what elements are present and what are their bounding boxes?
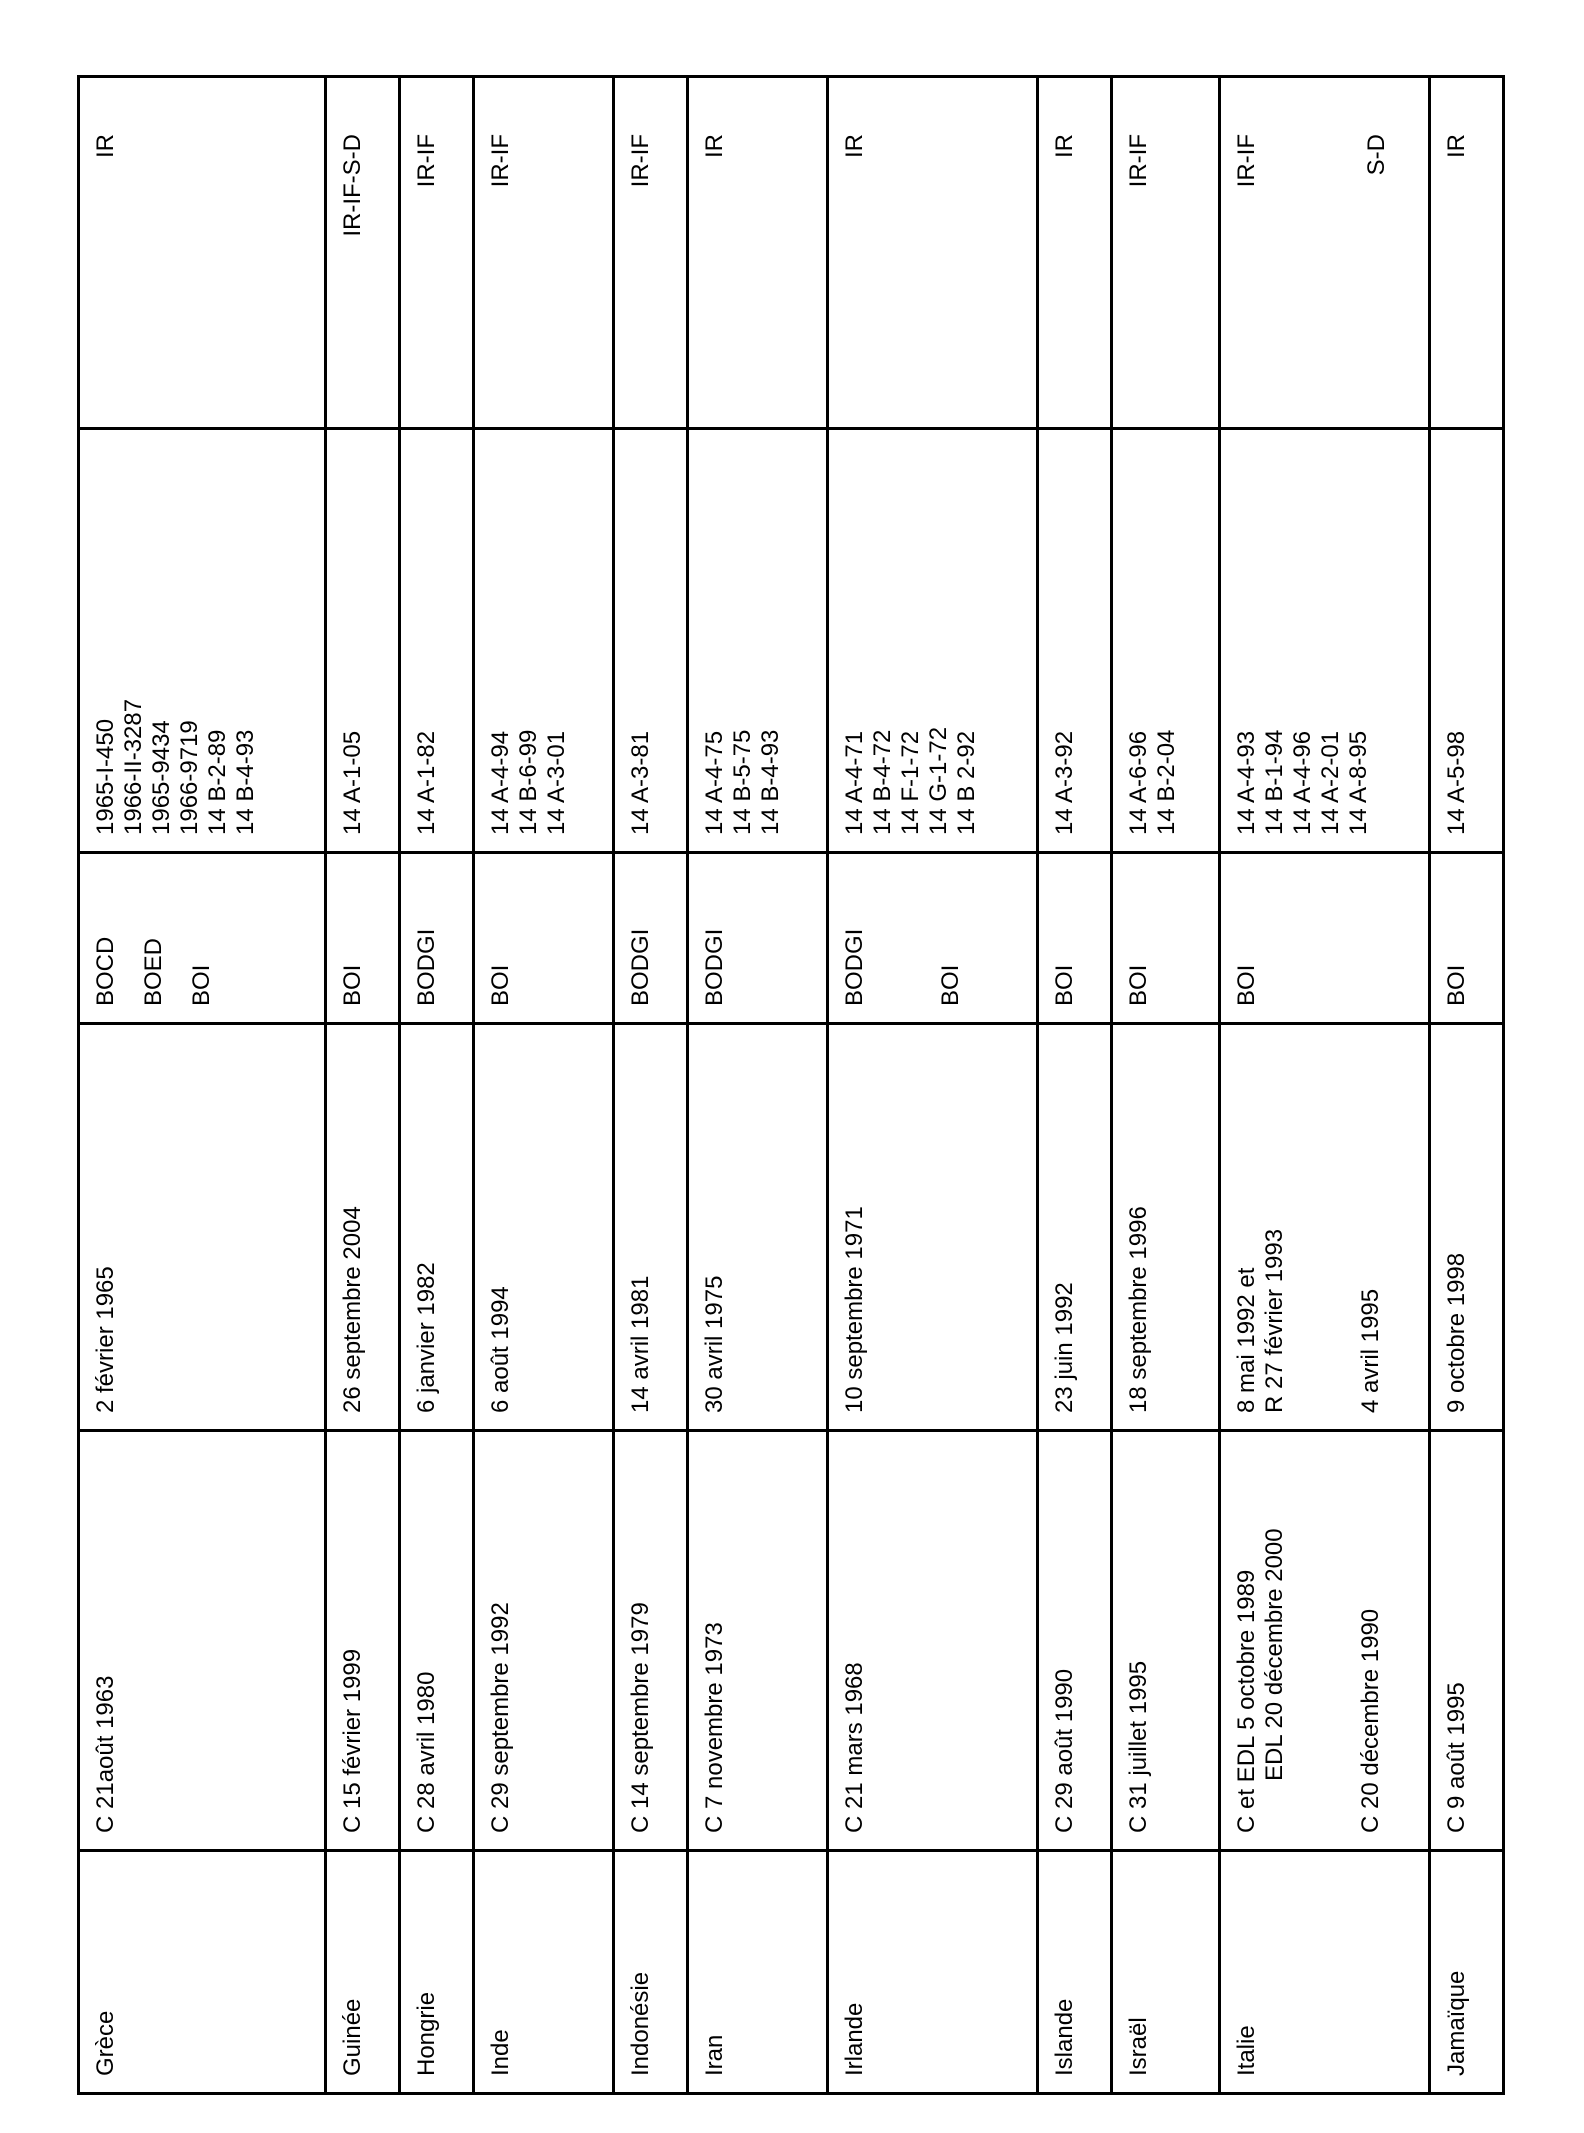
table-row <box>1220 77 1430 2094</box>
reference-cell: 14 A-4-75 14 B-5-75 14 B-4-93 <box>688 429 828 853</box>
reference-cell: 14 A-4-71 14 B-4-72 14 F-1-72 14 G-1-72 14 B 2-92 <box>828 429 1038 853</box>
country-cell: Inde <box>474 1851 614 2094</box>
convention-cell: C 29 août 1990 <box>1038 1431 1112 1851</box>
convention-cell: C et EDL 5 octobre 1989 EDL 20 décembre 2000 C 20 décembre 1990 <box>1220 1431 1430 1851</box>
regime-cell: IR-IF <box>400 77 474 429</box>
date-cell: 30 avril 1975 <box>688 1024 828 1431</box>
date-cell: 14 avril 1981 <box>614 1024 688 1431</box>
reference-cell: 1965-I-450 1966-II-3287 1965-9434 1966-9719 14 B-2-89 14 B-4-93 <box>79 429 326 853</box>
publication-cell: BOI <box>474 853 614 1024</box>
table-row <box>474 77 614 2094</box>
country-cell: Grèce <box>79 1851 326 2094</box>
table-row <box>688 77 828 2094</box>
reference-cell: 14 A-4-94 14 B-6-99 14 A-3-01 <box>474 429 614 853</box>
convention-cell: C 9 août 1995 <box>1430 1431 1504 1851</box>
table-row <box>1430 77 1504 2094</box>
regime-cell: IR <box>1038 77 1112 429</box>
regime-cell: IR-IF <box>1112 77 1220 429</box>
publication-cell: BOI <box>1112 853 1220 1024</box>
reference-cell: 14 A-5-98 <box>1430 429 1504 853</box>
country-cell: Hongrie <box>400 1851 474 2094</box>
regime-cell: IR <box>828 77 1038 429</box>
country-cell: Indonésie <box>614 1851 688 2094</box>
table-row <box>1112 77 1220 2094</box>
regime-cell: IR-IF S-D <box>1220 77 1430 429</box>
publication-cell: BODGI BOI <box>828 853 1038 1024</box>
convention-cell: C 21août 1963 <box>79 1431 326 1851</box>
reference-cell: 14 A-3-92 <box>1038 429 1112 853</box>
regime-cell: IR <box>1430 77 1504 429</box>
tax-conventions-table <box>77 75 1505 2095</box>
publication-cell: BOCD BOED BOI <box>79 853 326 1024</box>
reference-cell: 14 A-6-96 14 B-2-04 <box>1112 429 1220 853</box>
table-row <box>326 77 400 2094</box>
rotated-table-container <box>77 78 1502 2095</box>
table-row <box>79 77 326 2094</box>
regime-cell: IR <box>79 77 326 429</box>
convention-cell: C 21 mars 1968 <box>828 1431 1038 1851</box>
date-cell: 18 septembre 1996 <box>1112 1024 1220 1431</box>
publication-cell: BOI <box>326 853 400 1024</box>
date-cell: 8 mai 1992 et R 27 février 1993 4 avril 1995 <box>1220 1024 1430 1431</box>
date-cell: 6 août 1994 <box>474 1024 614 1431</box>
table-row <box>828 77 1038 2094</box>
regime-cell: IR <box>688 77 828 429</box>
publication-cell: BOI <box>1430 853 1504 1024</box>
date-cell: 6 janvier 1982 <box>400 1024 474 1431</box>
reference-cell: 14 A-4-93 14 B-1-94 14 A-4-96 14 A-2-01 14 A-8-95 <box>1220 429 1430 853</box>
date-cell: 2 février 1965 <box>79 1024 326 1431</box>
country-cell: Irlande <box>828 1851 1038 2094</box>
publication-cell: BOI <box>1038 853 1112 1024</box>
publication-cell: BODGI <box>614 853 688 1024</box>
date-cell: 9 octobre 1998 <box>1430 1024 1504 1431</box>
convention-cell: C 31 juillet 1995 <box>1112 1431 1220 1851</box>
regime-cell: IR-IF <box>614 77 688 429</box>
date-cell: 26 septembre 2004 <box>326 1024 400 1431</box>
publication-cell: BOI <box>1220 853 1430 1024</box>
publication-cell: BODGI <box>688 853 828 1024</box>
convention-cell: C 15 février 1999 <box>326 1431 400 1851</box>
reference-cell: 14 A-1-05 <box>326 429 400 853</box>
convention-cell: C 7 novembre 1973 <box>688 1431 828 1851</box>
convention-cell: C 29 septembre 1992 <box>474 1431 614 1851</box>
table-row <box>1038 77 1112 2094</box>
date-cell: 10 septembre 1971 <box>828 1024 1038 1431</box>
country-cell: Islande <box>1038 1851 1112 2094</box>
country-cell: Iran <box>688 1851 828 2094</box>
reference-cell: 14 A-3-81 <box>614 429 688 853</box>
regime-cell: IR-IF <box>474 77 614 429</box>
convention-cell: C 28 avril 1980 <box>400 1431 474 1851</box>
table-row <box>400 77 474 2094</box>
country-cell: Jamaïque <box>1430 1851 1504 2094</box>
country-cell: Guinée <box>326 1851 400 2094</box>
country-cell: Israël <box>1112 1851 1220 2094</box>
publication-cell: BODGI <box>400 853 474 1024</box>
country-cell: Italie <box>1220 1851 1430 2094</box>
regime-cell: IR-IF-S-D <box>326 77 400 429</box>
table-row <box>614 77 688 2094</box>
reference-cell: 14 A-1-82 <box>400 429 474 853</box>
convention-cell: C 14 septembre 1979 <box>614 1431 688 1851</box>
date-cell: 23 juin 1992 <box>1038 1024 1112 1431</box>
